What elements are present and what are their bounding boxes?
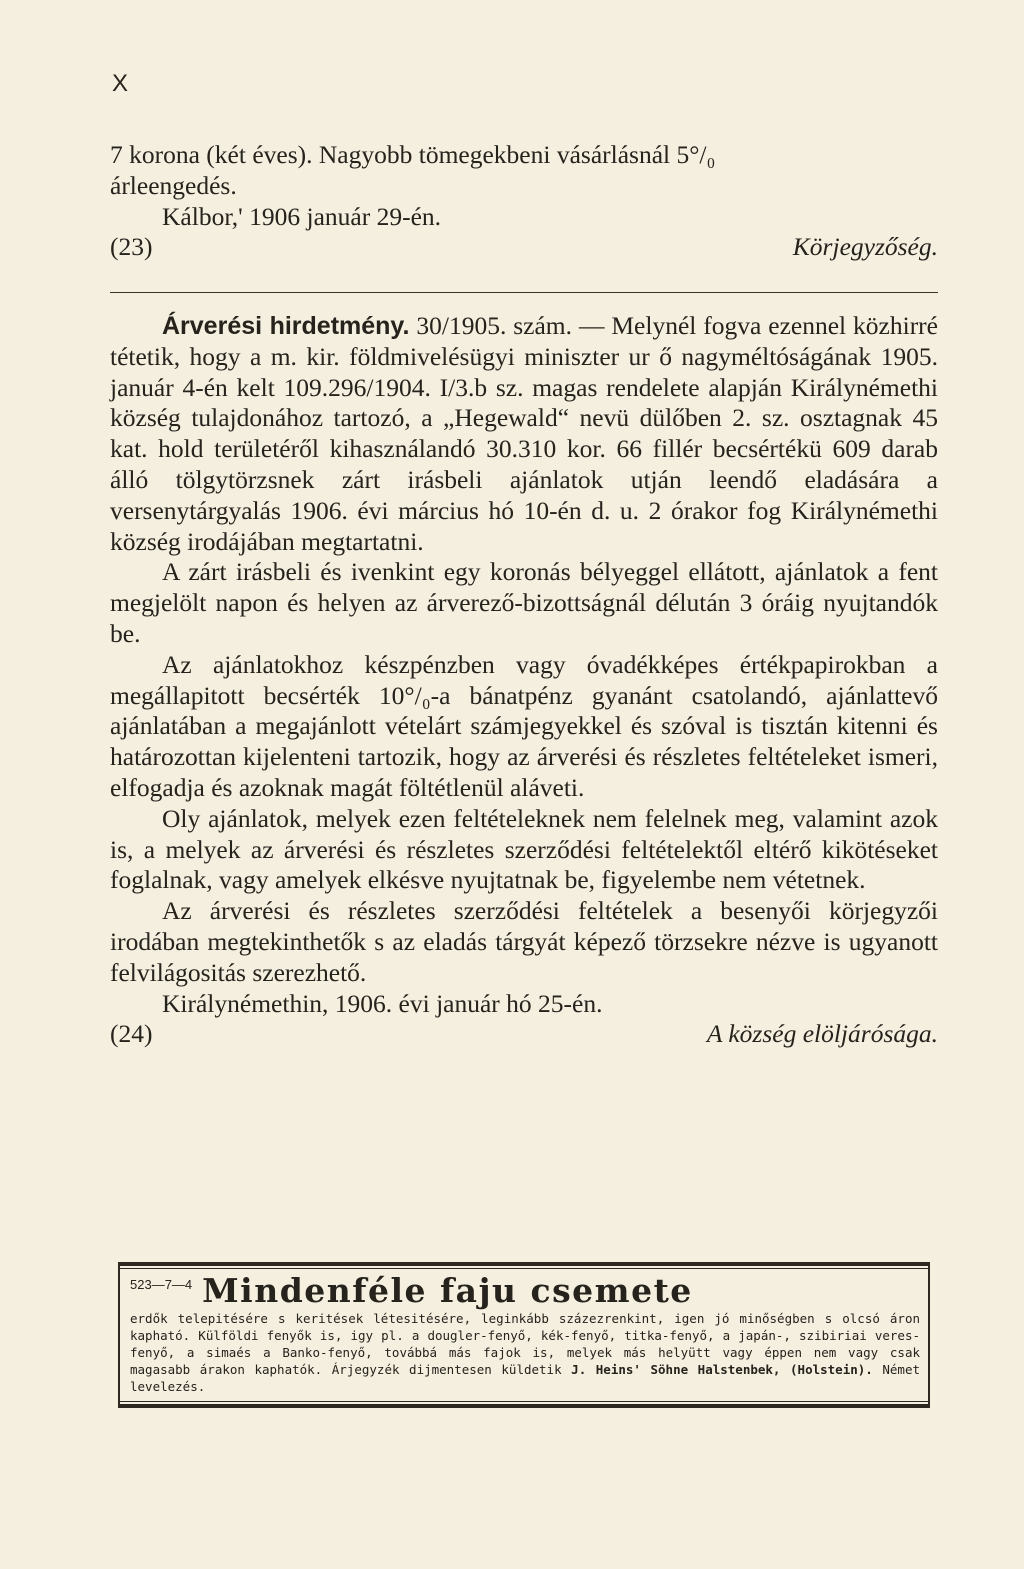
auction-paragraph-1 bbox=[110, 311, 938, 557]
auction-paragraph-2: A zárt irásbeli és ivenkint egy koronás bélyeggel ellátott, ajánlatok a fent megjelölt napon és helyen az árverező-bizottságnál délután 3 óráig nyujtandók be. bbox=[110, 557, 938, 648]
auction-paragraph-3: Az ajánlatokhoz készpénzben vagy óvadékképes értékpapirokban a megállapitott becsérték 10°/₀-a bánatpénz gyanánt csatolandó, ajánlattevő ajánlatában a megajánlott vételárt számjegyekkel és szóval is tisztán kitenni és határozottan kijelenteni tartozik, hogy az árverési és részletes feltételeket ismeri, elfogadja és azoknak magát föltétlenül aláveti. bbox=[110, 649, 938, 802]
auction-heading: Árverési hirdetmény. bbox=[162, 312, 410, 340]
ad-header bbox=[130, 1270, 920, 1310]
prev-notice-line-1: 7 korona (két éves). Nagyobb tömegekbeni vásárlásnál 5°/₀ bbox=[110, 140, 716, 169]
auction-notice bbox=[110, 311, 938, 1050]
ad-title: Mindenféle faju csemete bbox=[202, 1271, 693, 1310]
ad-body-text-2: Német levelezés. bbox=[130, 1362, 921, 1394]
auction-paragraph-5: Az árverési és részletes szerződési feltételek a besenyői körjegyzői irodában megtekinthetők s az eladás tárgyát képező törzsekre nézve is ugyanott felvilágositás szerezhető. bbox=[110, 896, 938, 987]
auction-ref: (24) bbox=[110, 1019, 153, 1049]
page-mark: X bbox=[112, 70, 129, 97]
auction-place-date: Királynémethin, 1906. évi január hó 25-én. bbox=[162, 988, 603, 1018]
ad-inner-rule-top bbox=[120, 1268, 928, 1269]
auction-footer bbox=[110, 1019, 938, 1050]
section-divider bbox=[110, 292, 938, 293]
ad-body-text-1: erdők telepitésére s keritések létesitésére, leginkább százezrenkint, igen jó minőségben s olcsó áron kapható. Külföldi fenyők is, igy pl. a dougler-fenyő, kék-fenyő, titka-fenyő, a japán-, szibiriai veres-fenyő, a simaés a Banko-fenyő, továbbá más fajok is, melyek más helyütt vagy éppen nem vagy csak magasabb árakon kaphatók. Árjegyzék dijmentesen küldetik bbox=[130, 1311, 920, 1377]
advertisement-box bbox=[118, 1262, 930, 1408]
prev-notice-footer bbox=[110, 232, 938, 263]
auction-signature: A község elöljárósága. bbox=[706, 1019, 938, 1049]
ad-body bbox=[130, 1310, 920, 1395]
previous-notice bbox=[110, 140, 938, 263]
prev-notice-place-date: Kálbor,' 1906 január 29-én. bbox=[162, 201, 442, 231]
prev-notice-ref: (23) bbox=[110, 232, 153, 262]
prev-notice-signature: Körjegyzőség. bbox=[792, 232, 938, 262]
prev-notice-line-2: árleengedés. bbox=[110, 170, 237, 200]
ad-firm-name: J. Heins' Söhne Halstenbek, (Holstein). bbox=[571, 1362, 873, 1377]
auction-text-1: 30/1905. szám. — Melynél fogva ezennel közhirré tétetik, hogy a m. kir. földmivelésügyi miniszter ur ő nagyméltóságának 1905. január 4-én kelt 109.296/1904. I/3.b sz. magas rendelete alapján Királynémethi község tulajdonához tartozó, a „Hegewald“ nevü dülőben 2. sz. osztagnak 45 kat. hold területéről kihasználandó 30.310 kor. 66 fillér becsértékü 609 darab álló tölgytörzsnek zárt irásbeli ajánlatok utján leendő eladására a versenytárgyalás 1906. évi március hó 10-én d. u. 2 órakor fog Királynémethi község irodájában megtartatni. bbox=[110, 311, 938, 556]
ad-inner-rule-bottom bbox=[120, 1401, 928, 1402]
ad-code: 523—7—4 bbox=[130, 1277, 193, 1292]
auction-paragraph-4: Oly ajánlatok, melyek ezen feltételeknek nem felelnek meg, valamint azok is, a melyek az árverési és részletes szerződési feltételektől eltérő kikötéseket foglalnak, vagy amelyek elkésve nyujtatnak be, figyelembe nem vétetnek. bbox=[110, 803, 938, 895]
